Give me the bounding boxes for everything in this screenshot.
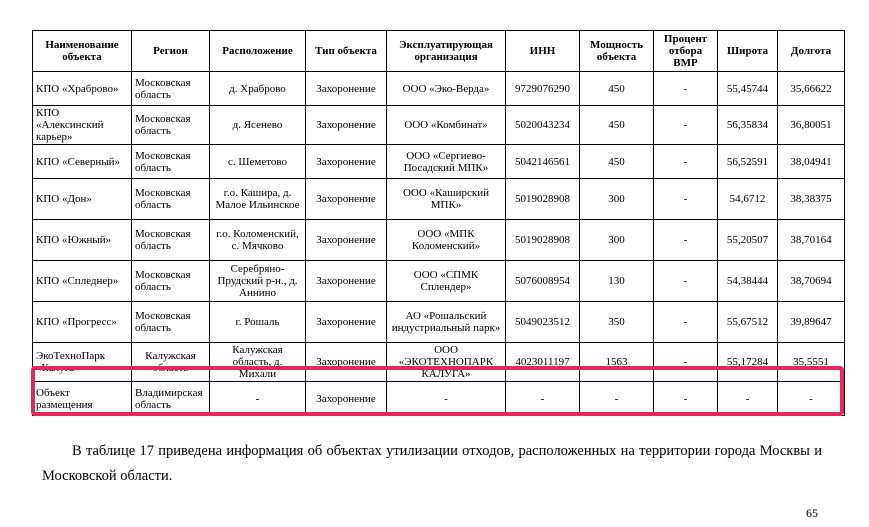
table-cell: ООО «МПК Коломенский» bbox=[387, 220, 506, 261]
header-cell: Долгота bbox=[778, 31, 845, 72]
header-cell: Тип объекта bbox=[306, 31, 387, 72]
table-cell: 35,5551 bbox=[778, 343, 845, 382]
table-cell: Серебряно-Прудский р-н., д. Аннино bbox=[210, 261, 306, 302]
table-cell: - bbox=[387, 382, 506, 416]
header-cell: Широта bbox=[718, 31, 778, 72]
table-cell: Захоронение bbox=[306, 72, 387, 106]
table-cell: 5049023512 bbox=[506, 302, 580, 343]
table-cell: ООО «Сергиево-Посадский МПК» bbox=[387, 145, 506, 179]
table-cell: Московская область bbox=[132, 302, 210, 343]
table-cell: 350 bbox=[580, 302, 654, 343]
table-cell: Захоронение bbox=[306, 145, 387, 179]
table-cell: 55,67512 bbox=[718, 302, 778, 343]
table-cell: Московская область bbox=[132, 72, 210, 106]
table-cell: 1563 bbox=[580, 343, 654, 382]
table-cell: 54,6712 bbox=[718, 179, 778, 220]
table-row bbox=[33, 106, 845, 145]
table-cell: КПО «Спледнер» bbox=[33, 261, 132, 302]
table-cell: - bbox=[654, 261, 718, 302]
table-cell: 130 bbox=[580, 261, 654, 302]
objects-table bbox=[32, 30, 845, 416]
table-cell: Московская область bbox=[132, 106, 210, 145]
table-row bbox=[33, 220, 845, 261]
table-row bbox=[33, 343, 845, 382]
table-cell: Захоронение bbox=[306, 343, 387, 382]
table-cell: 450 bbox=[580, 106, 654, 145]
table-cell: ООО «ЭКОТЕХНОПАРК КАЛУГА» bbox=[387, 343, 506, 382]
table-cell: ЭкоТехноПарк «Калуга» bbox=[33, 343, 132, 382]
table-cell: д. Ясенево bbox=[210, 106, 306, 145]
table-cell: - bbox=[506, 382, 580, 416]
table-cell: - bbox=[778, 382, 845, 416]
table-cell: Захоронение bbox=[306, 382, 387, 416]
table-cell: 5019028908 bbox=[506, 220, 580, 261]
table-cell: 300 bbox=[580, 220, 654, 261]
table-row bbox=[33, 179, 845, 220]
table-cell: ООО «Каширский МПК» bbox=[387, 179, 506, 220]
table-cell: 56,35834 bbox=[718, 106, 778, 145]
header-cell: Эксплуатирующая организация bbox=[387, 31, 506, 72]
table-cell: КПО «Южный» bbox=[33, 220, 132, 261]
header-cell: Мощность объекта bbox=[580, 31, 654, 72]
table-cell: Калужская область bbox=[132, 343, 210, 382]
table-cell: - bbox=[654, 382, 718, 416]
table-cell: Московская область bbox=[132, 179, 210, 220]
table-cell: ООО «Комбинат» bbox=[387, 106, 506, 145]
table-cell: 55,20507 bbox=[718, 220, 778, 261]
table-row bbox=[33, 261, 845, 302]
table-cell: 35,66622 bbox=[778, 72, 845, 106]
table-cell: - bbox=[210, 382, 306, 416]
table-cell: Захоронение bbox=[306, 106, 387, 145]
table-cell: 55,45744 bbox=[718, 72, 778, 106]
table-cell: Владимирская область bbox=[132, 382, 210, 416]
table-cell: с. Шеметово bbox=[210, 145, 306, 179]
table-cell: 55,17284 bbox=[718, 343, 778, 382]
table-cell: Захоронение bbox=[306, 179, 387, 220]
table-row bbox=[33, 145, 845, 179]
table-cell: 9729076290 bbox=[506, 72, 580, 106]
table-cell: 4023011197 bbox=[506, 343, 580, 382]
table-row bbox=[33, 72, 845, 106]
table-cell: 38,04941 bbox=[778, 145, 845, 179]
table-cell: ООО «СПМК Сплендер» bbox=[387, 261, 506, 302]
table-cell: 5020043234 bbox=[506, 106, 580, 145]
header-cell: Наименование объекта bbox=[33, 31, 132, 72]
table-cell: - bbox=[654, 106, 718, 145]
table-cell: Московская область bbox=[132, 220, 210, 261]
table-row bbox=[33, 302, 845, 343]
table-cell: Захоронение bbox=[306, 302, 387, 343]
table-cell: г. Рошаль bbox=[210, 302, 306, 343]
body-paragraph bbox=[42, 439, 822, 489]
table-cell: д. Храброво bbox=[210, 72, 306, 106]
header-cell: Расположение bbox=[210, 31, 306, 72]
table-cell: Калужская область, д. Михали bbox=[210, 343, 306, 382]
table-cell: 5076008954 bbox=[506, 261, 580, 302]
table-cell: 38,38375 bbox=[778, 179, 845, 220]
table-cell: 54,38444 bbox=[718, 261, 778, 302]
table-cell: ООО «Эко-Верда» bbox=[387, 72, 506, 106]
table-cell: г.о. Кашира, д. Малое Ильинское bbox=[210, 179, 306, 220]
table-cell: КПО «Дон» bbox=[33, 179, 132, 220]
header-cell: ИНН bbox=[506, 31, 580, 72]
table-cell: - bbox=[580, 382, 654, 416]
table-cell: 5019028908 bbox=[506, 179, 580, 220]
table-cell: - bbox=[654, 220, 718, 261]
table-cell: - bbox=[654, 179, 718, 220]
page-number: 65 bbox=[806, 506, 818, 520]
table-cell: Московская область bbox=[132, 145, 210, 179]
table-cell: - bbox=[654, 145, 718, 179]
table-cell: КПО «Алексинский карьер» bbox=[33, 106, 132, 145]
table-cell: 300 bbox=[580, 179, 654, 220]
table-cell: 450 bbox=[580, 72, 654, 106]
header-cell: Процент отбора ВМР bbox=[654, 31, 718, 72]
table-cell: 450 bbox=[580, 145, 654, 179]
objects-table-wrapper bbox=[32, 30, 844, 416]
table-cell: - bbox=[654, 302, 718, 343]
table-cell: 36,80051 bbox=[778, 106, 845, 145]
table-cell: КПО «Храброво» bbox=[33, 72, 132, 106]
table-cell: - bbox=[654, 343, 718, 382]
table-header-row bbox=[33, 31, 845, 72]
table-cell: Московская область bbox=[132, 261, 210, 302]
table-cell: 39,89647 bbox=[778, 302, 845, 343]
table-cell: - bbox=[654, 72, 718, 106]
paragraph-text: В таблице 17 приведена информация об объектах утилизации отходов, расположенных на территории города Москвы и Московской области. bbox=[42, 442, 822, 484]
table-cell: КПО «Северный» bbox=[33, 145, 132, 179]
table-cell: - bbox=[718, 382, 778, 416]
table-row-highlighted bbox=[33, 382, 845, 416]
table-cell: 38,70694 bbox=[778, 261, 845, 302]
table-cell: АО «Рошальский индустриальный парк» bbox=[387, 302, 506, 343]
table-cell: 38,70164 bbox=[778, 220, 845, 261]
table-cell: 56,52591 bbox=[718, 145, 778, 179]
table-cell: г.о. Коломенский, с. Мячково bbox=[210, 220, 306, 261]
header-cell: Регион bbox=[132, 31, 210, 72]
table-cell: 5042146561 bbox=[506, 145, 580, 179]
table-cell: Захоронение bbox=[306, 261, 387, 302]
table-cell: КПО «Прогресс» bbox=[33, 302, 132, 343]
table-cell: Объект размещения bbox=[33, 382, 132, 416]
table-cell: Захоронение bbox=[306, 220, 387, 261]
